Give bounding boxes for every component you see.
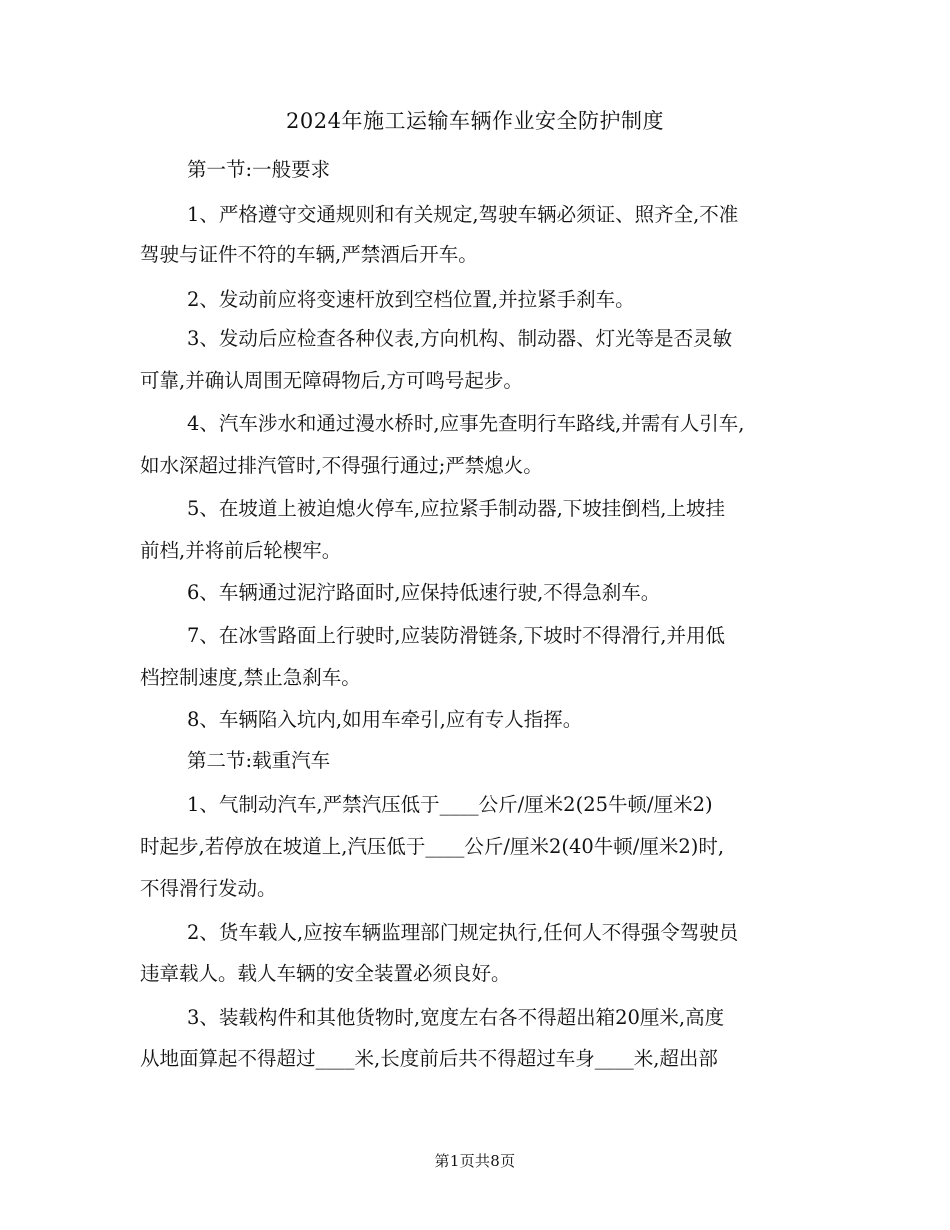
paragraph-line: 7、在冰雪路面上行驶时,应装防滑链条,下坡时不得滑行,并用低 bbox=[187, 624, 726, 647]
section-heading-2: 第二节:载重汽车 bbox=[187, 749, 331, 772]
paragraph-line: 档控制速度,禁止急刹车。 bbox=[140, 666, 361, 689]
paragraph-line: 驾驶与证件不符的车辆,严禁酒后开车。 bbox=[140, 243, 478, 266]
document-title: 2024年施工运输车辆作业安全防护制度 bbox=[286, 109, 664, 133]
paragraph-line: 3、发动后应检查各种仪表,方向机构、制动器、灯光等是否灵敏 bbox=[187, 327, 733, 350]
paragraph-line: 2、发动前应将变速杆放到空档位置,并拉紧手刹车。 bbox=[187, 288, 635, 311]
paragraph-line: 8、车辆陷入坑内,如用车牵引,应有专人指挥。 bbox=[187, 708, 583, 731]
paragraph-line: 如水深超过排汽管时,不得强行通过;严禁熄火。 bbox=[140, 454, 543, 477]
paragraph-line: 1、气制动汽车,严禁汽压低于____公斤/厘米2(25牛顿/厘米2) bbox=[187, 793, 713, 816]
page-number-footer: 第1页共8页 bbox=[434, 1152, 516, 1170]
paragraph-line: 4、汽车涉水和通过漫水桥时,应事先查明行车路线,并需有人引车, bbox=[187, 412, 745, 435]
paragraph-line: 前档,并将前后轮楔牢。 bbox=[140, 539, 342, 562]
paragraph-line: 1、严格遵守交通规则和有关规定,驾驶车辆必须证、照齐全,不准 bbox=[187, 203, 739, 226]
paragraph-line: 2、货车载人,应按车辆监理部门规定执行,任何人不得强令驾驶员 bbox=[187, 921, 739, 944]
paragraph-line: 3、装载构件和其他货物时,宽度左右各不得超出箱20厘米,高度 bbox=[187, 1006, 725, 1029]
paragraph-line: 5、在坡道上被迫熄火停车,应拉紧手制动器,下坡挂倒档,上坡挂 bbox=[187, 497, 726, 520]
paragraph-line: 不得滑行发动。 bbox=[140, 877, 277, 900]
paragraph-line: 6、车辆通过泥泞路面时,应保持低速行驶,不得急刹车。 bbox=[187, 581, 661, 604]
paragraph-line: 从地面算起不得超过____米,长度前后共不得超过车身____米,超出部 bbox=[140, 1047, 718, 1070]
paragraph-line: 违章载人。载人车辆的安全装置必须良好。 bbox=[140, 962, 511, 985]
paragraph-line: 可靠,并确认周围无障碍物后,方可鸣号起步。 bbox=[140, 369, 523, 392]
paragraph-line: 时起步,若停放在坡道上,汽压低于____公斤/厘米2(40牛顿/厘米2)时, bbox=[140, 835, 725, 858]
section-heading-1: 第一节:一般要求 bbox=[187, 158, 331, 181]
